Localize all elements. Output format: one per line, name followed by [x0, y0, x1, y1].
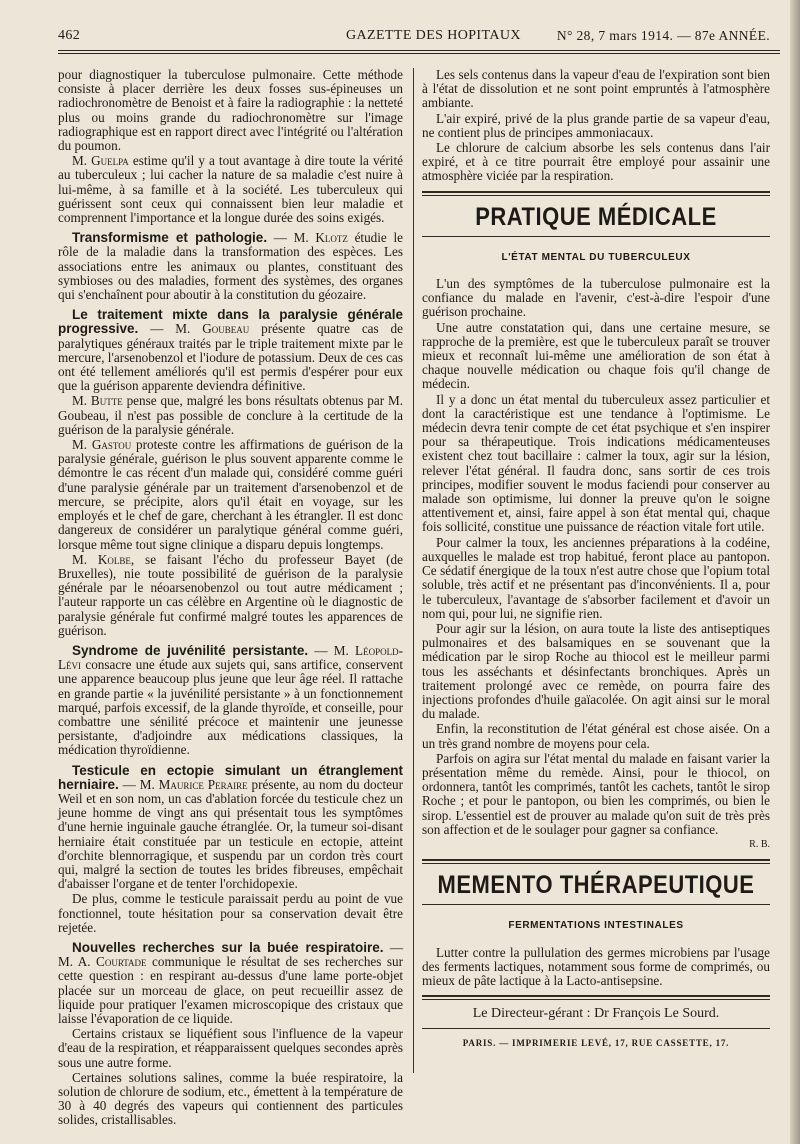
article-heading: Syndrome de juvénilité persistante. — [72, 642, 309, 658]
paragraph-text: , se faisant l'écho du professeur Bayet (de Bruxelles), nie toute possibilité de guérison de la paralysie générale par le néoarsenobenzol ou tout autre médicament ; l'auteur rapporte un cas célèbre en Argentine où le diagnostic de paralysie générale fut confirmé malgré toutes les apparences de guérison. — [58, 551, 403, 638]
author-name: M. Butte — [72, 393, 123, 409]
paragraph: Enfin, la reconstitution de l'état général est chose aisée. On a un très grand nombre de moyens pour cela. — [422, 721, 770, 751]
article-title-etat-mental: L'ÉTAT MENTAL DU TUBERCULEUX — [501, 251, 691, 263]
article-juvenilite — [58, 644, 403, 758]
paragraph — [58, 553, 403, 638]
article-paralysie — [58, 308, 403, 393]
article-testicule — [58, 764, 403, 892]
section-rule — [422, 191, 770, 196]
section-rule — [422, 859, 770, 864]
footer-rule — [422, 995, 770, 1000]
left-column — [58, 68, 403, 1129]
author-name: — M. Maurice Peraire — [118, 776, 248, 792]
paragraph-text: étudie le rôle de la maladie dans la transformation des espèces. Les associations entre les animaux ou plantes, constituant des symbioses ou des maladies, forment des systèmes, des organes qui s'enchaînent pour aboutir à la constitution du géozaire. — [58, 230, 403, 303]
page-edge — [790, 0, 800, 1144]
paragraph — [58, 438, 403, 552]
paragraph: Pour calmer la toux, les anciennes préparations à la codéine, auxquelles le malade est trop habitué, feront place au pantopon. Ce sédatif énergique de la toux n'est autre chose que l'opium total soluble, très actif et ne présentant pas d'inconvénients. Il a, pour le tuberculeux, l'avantage de s'absorber facilement et d'avoir un nom qui, pour lui, ne signifie rien. — [422, 534, 770, 621]
paragraph: Il y a donc un état mental du tuberculeux assez particulier et dont la caractéristique est une tendance à l'optimisme. Le médecin devra tenir compte de cet état psychique et s'en inspirer pour sa thérapeutique. Trois indications médicamenteuses existent chez tout bacillaire : calmer la toux, agir sur la lésion, relever l'état général. Il faudra donc, sans sortir de ces trois principes, modifier souvent le modus faciendi pour conserver au malade son optimisme, lui donner la preuve qu'on le soigne attentivement et, ainsi, faire appel à son état mental qui, chaque fois sollicité, constitue une puissance de réaction vitale fort utile. — [422, 391, 770, 535]
paragraph: Certaines solutions salines, comme la buée respiratoire, la solution de chlorure de sodium, etc., émettent à la température de 30 à 40 degrés des vapeurs qui contiennent des particules solides, cristallisables. — [58, 1069, 403, 1128]
author-name: — M. Léopold-Lévi — [58, 642, 403, 673]
right-column — [422, 68, 770, 1051]
author-name: — M. Klotz — [267, 230, 348, 246]
article-buee — [58, 941, 403, 1026]
paragraph-text: proteste contre les affirmations de guérison de la paralysie générale, guérison le plus souvent apparente comme le démontre le cas récent d'un malade qui, considéré comme guéri d'une paralysie générale par un traitement d'arsenobenzol et de mercure, se précipite, alors qu'il était en voyage, sur les employés et le chef de gare, cherchant à les étrangler. Il est donc dangereux de considérer un paralytique général comme guéri, lorsque même tout signe clinique a disparu depuis longtemps. — [58, 437, 403, 552]
section-title-pratique: PRATIQUE MÉDICALE — [475, 202, 717, 231]
issue-info: N° 28, 7 mars 1914. — 87e ANNÉE. — [556, 28, 770, 43]
paragraph — [58, 154, 403, 225]
article-heading: Transformisme et pathologie. — [72, 230, 268, 246]
paragraph: L'un des symptômes de la tuberculose pulmonaire est la confiance du malade en l'avenir, c'est-à-dire l'espoir d'une guérison prochaine. — [422, 276, 770, 320]
paragraph: De plus, comme le testicule paraissait perdu au point de vue fonctionnel, toute hésitation pour sa conservation devait être rejetée. — [58, 891, 403, 935]
article-transformisme — [58, 231, 403, 302]
paragraph: L'air expiré, privé de la plus grande partie de sa vapeur d'eau, ne contient plus de principes ammoniacaux. — [422, 110, 770, 140]
footer-rule — [422, 1028, 770, 1029]
paragraph: Pour agir sur la lésion, on aura toute la liste des antiseptiques pulmonaires et des balsamiques en se souvenant que la médication par le sirop Roche au thiocol est le meilleur parmi tous les asséchants et désinfectants bronchiques. Après un traitement prolongé avec ce remède, on pourra faire des injections profondes d'huile gaïacolée. On agit ainsi sur le moral du malade. — [422, 620, 770, 722]
paragraph: Une autre constatation qui, dans une certaine mesure, se rapproche de la première, est que le tuberculeux paraît se trouver mieux et reconnaît lui-même une amélioration de son état à chaque nouvelle médication ou chaque fois qu'il change de médecin. — [422, 319, 770, 392]
paragraph-text: communique le résultat de ses recherches sur cette question : en respirant au-dessus d'une lame porte-objet placée sur un morceau de glace, on peut recueillir assez de liquide pour pratiquer l'examen microscopique des cristaux que laisse l'évaporation de ce liquide. — [58, 954, 403, 1026]
printer-line: PARIS. — IMPRIMERIE LEVÉ, 17, RUE CASSETTE, 17. — [462, 1038, 730, 1049]
paragraph: Parfois on agira sur l'état mental du malade en faisant varier la présentation même du remède. Ainsi, pour le thiocol, on ordonnera, tantôt les comprimés, tantôt les cachets, tantôt le sirop Roche ; et pour le pantopon, ou bien les comprimés, ou bien le sirop. L'essentiel est de prouver au malade qu'on suit de très près son affection et de le soulager pour gagner sa confiance. — [422, 750, 770, 837]
column-divider — [413, 68, 414, 1073]
paragraph-text: consacre une étude aux sujets qui, sans artifice, conservent une apparence beaucoup plus jeune que leur âge réel. Il rattache en grande partie « la juvénilité persistante » à un fonctionnement marqué, parfois excessif, de la glande thyroïde, et conseille, pour combattre une sénilité précoce et maintenir une jeunesse persistante, d'adjoindre aux médications classiques, la médication thyroïdienne. — [58, 657, 403, 758]
paragraph: Les sels contenus dans la vapeur d'eau de l'expiration sont bien à l'état de dissolution et ne sont point empruntés à l'atmosphère ambiante. — [422, 67, 770, 111]
page-header — [58, 22, 778, 48]
paragraph: Le chlorure de calcium absorbe les sels contenus dans l'air expiré, et à ce titre pourrait être employé pour assainir une atmosphère viciée par la respiration. — [422, 140, 770, 184]
paragraph: Certains cristaux se liquéfient sous l'influence de la vapeur d'eau de la respiration, et réapparaissent quelques secondes après sous une autre forme. — [58, 1026, 403, 1070]
author-name: M. Gastou — [72, 437, 132, 453]
author-name: — M. Goubeau — [138, 321, 250, 337]
director-line: Le Directeur-gérant : Dr François Le Sourd. — [472, 1006, 720, 1022]
paragraph — [58, 394, 403, 437]
author-initials: R. B. — [749, 838, 770, 850]
header-rule — [58, 50, 780, 54]
paragraph-text: présente quatre cas de paralytiques généraux traités par le triple traitement mixte par le mercure, l'arsenobenzol et l'iodure de potassium. Deux de ces cas ont été tellement améliorés qu'il est permis d'espérer pour eux que la guérison apparente deviendra définitive. — [58, 321, 404, 394]
article-title-fermentations: FERMENTATIONS INTESTINALES — [508, 920, 684, 932]
author-name: — M. A. Courtade — [58, 939, 404, 970]
article-heading: Nouvelles recherches sur la buée respiratoire. — [72, 939, 384, 955]
section-rule — [422, 236, 770, 237]
section-title-memento: MEMENTO THÉRAPEUTIQUE — [437, 870, 755, 899]
paragraph: Lutter contre la pullulation des germes microbiens par l'usage des ferments lactiques, notamment sous forme de comprimés, ou mieux de pâte lactique à la Lacto-antisepsine. — [422, 944, 770, 988]
section-rule — [422, 904, 770, 905]
paragraph-text: pense que, malgré les bons résultats obtenus par M. Goubeau, il n'est pas possible de conclure à la certitude de la guérison de la paralysie générale. — [58, 393, 404, 437]
paragraph-text: présente, au nom du docteur Weil et en son nom, un cas d'ablation forcée du testicule chez un jeune homme de vingt ans qui présentait tous les symptômes d'une hernie inguinale gauche étranglée. Or, la tumeur soi-disant herniaire était constituée par un testicule en ectopie, atteint d'orchite blennorragique, et suspendu par un cordon très court qui, malgré la section de toutes les brides fibreuses, empêchait d'abaisser l'organe et de tenter l'orchidopexie. — [58, 776, 403, 892]
article-heading: Le traitement mixte dans la paralysie générale progressive. — [58, 307, 403, 337]
page-number: 462 — [58, 28, 81, 43]
journal-title: GAZETTE DES HOPITAUX — [346, 28, 521, 43]
paragraph-text: estime qu'il y a tout avantage à dire toute la vérité au tuberculeux ; lui cacher la nature de sa maladie c'est nuire à lui-même, à sa famille et à la société. Les tuberculeux qui guérissent sont ceux qui connaissent bien leur maladie et comprennent l'importance et la longue durée des soins exigés. — [58, 153, 403, 226]
author-name: M. Kolbe — [72, 551, 131, 567]
article-heading: Testicule en ectopie simulant un étranglement herniaire. — [58, 762, 403, 792]
paragraph: pour diagnostiquer la tuberculose pulmonaire. Cette méthode consiste à placer derrière les deux fosses sus-épineuses un radiochronomètre de Benoist et à faire la radiographie : la netteté plus ou moins grande du radiochronomètre sur l'image radiographique est en rapport direct avec l'intégrité ou l'altération du poumon. — [58, 67, 403, 154]
author-name: M. Guelpa — [72, 153, 129, 169]
